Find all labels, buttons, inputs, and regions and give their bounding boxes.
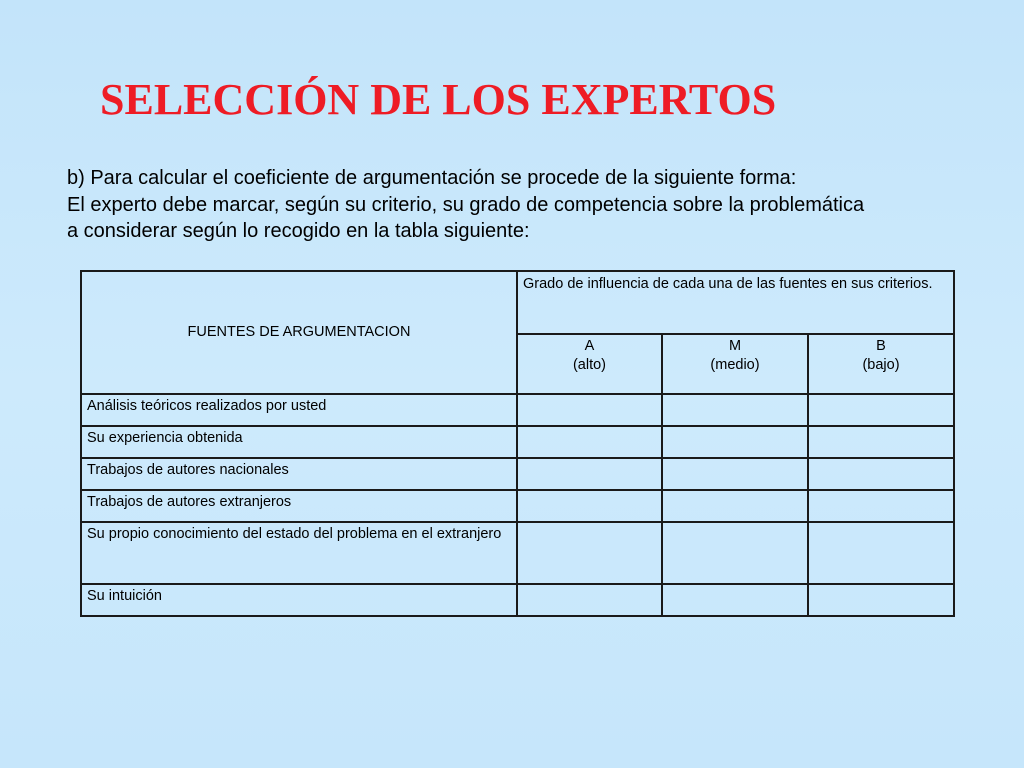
level-letter: B: [876, 338, 886, 354]
level-letter: M: [728, 338, 742, 354]
intro-text: [67, 165, 997, 245]
slide-title: SELECCIÓN DE LOS EXPERTOS: [100, 75, 777, 124]
intro-line-2: El experto debe marcar, según su criterio, su grado de competencia sobre la problemática: [67, 193, 865, 216]
mark-cell-bajo[interactable]: [808, 394, 954, 426]
table-row: [81, 522, 954, 584]
table-row: [81, 490, 954, 522]
mark-cell-alto[interactable]: [517, 458, 662, 490]
source-label: Su intuición: [81, 584, 517, 616]
mark-cell-bajo[interactable]: [808, 522, 954, 584]
source-label: Trabajos de autores nacionales: [81, 458, 517, 490]
header-level-alto: [517, 334, 662, 394]
mark-cell-alto[interactable]: [517, 490, 662, 522]
source-label: Trabajos de autores extranjeros: [81, 490, 517, 522]
mark-cell-bajo[interactable]: [808, 584, 954, 616]
mark-cell-medio[interactable]: [662, 522, 808, 584]
source-label: Su experiencia obtenida: [81, 426, 517, 458]
table-row: [81, 394, 954, 426]
mark-cell-alto[interactable]: [517, 522, 662, 584]
argumentation-sources-table: [80, 270, 955, 617]
mark-cell-alto[interactable]: [517, 426, 662, 458]
header-influence: Grado de influencia de cada una de las fuentes en sus criterios.: [517, 271, 954, 334]
table-row: [81, 426, 954, 458]
level-desc: (bajo): [862, 357, 900, 373]
mark-cell-medio[interactable]: [662, 490, 808, 522]
mark-cell-alto[interactable]: [517, 394, 662, 426]
mark-cell-bajo[interactable]: [808, 490, 954, 522]
level-desc: (alto): [572, 357, 607, 373]
intro-line-3: a considerar según lo recogido en la tabla siguiente:: [67, 220, 530, 242]
level-letter: A: [584, 338, 595, 354]
mark-cell-medio[interactable]: [662, 426, 808, 458]
mark-cell-medio[interactable]: [662, 394, 808, 426]
source-label: Su propio conocimiento del estado del problema en el extranjero: [81, 522, 517, 584]
mark-cell-bajo[interactable]: [808, 458, 954, 490]
mark-cell-bajo[interactable]: [808, 426, 954, 458]
header-level-medio: [662, 334, 808, 394]
table-row: [81, 584, 954, 616]
intro-line-1: b) Para calcular el coeficiente de argumentación se procede de la siguiente forma:: [67, 167, 797, 189]
header-sources: FUENTES DE ARGUMENTACION: [81, 271, 517, 394]
mark-cell-alto[interactable]: [517, 584, 662, 616]
source-label: Análisis teóricos realizados por usted: [81, 394, 517, 426]
header-level-bajo: [808, 334, 954, 394]
table-row: [81, 458, 954, 490]
level-desc: (medio): [710, 357, 760, 373]
mark-cell-medio[interactable]: [662, 458, 808, 490]
mark-cell-medio[interactable]: [662, 584, 808, 616]
